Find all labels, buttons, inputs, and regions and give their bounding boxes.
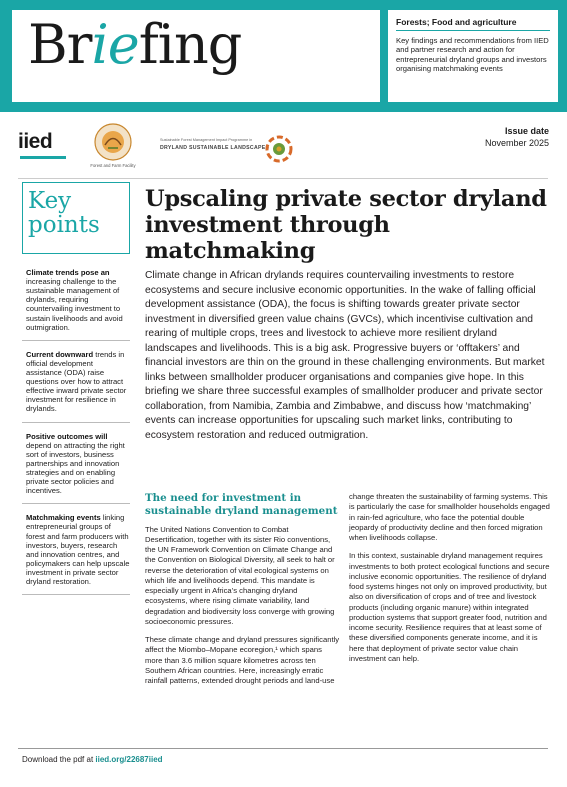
key-points-title-box xyxy=(22,182,130,254)
header-divider xyxy=(18,178,548,179)
iied-logo-underline xyxy=(20,156,66,159)
briefing-wordmark: Briefing xyxy=(28,13,242,76)
fff-logo-label: Forest and Farm Facility xyxy=(90,163,136,168)
footer xyxy=(22,755,163,764)
topic-box xyxy=(388,10,558,102)
body-paragraph: The United Nations Convention to Combat Desertification, together with its sister Rio conventions, the UN Framework Convention on Climate Change and the Convention on Biological Diversity, all seek to halt or reverse the deterioration of vital ecological systems on which life and livelihoods depend. This mandate is especially urgent in Africa’s changing dryland ecosystems, where rising climate variability, land degradation and biodiversity loss converge with growing socioeconomic pressures. xyxy=(145,524,335,626)
key-point-item: Climate trends pose an increasing challenge to the sustainable management of drylands, requiring countervailing investment to sustain livelihoods and avoid outmigration. xyxy=(22,264,130,341)
topic-divider xyxy=(396,30,550,31)
key-point-item: Matchmaking events linking entrepreneurial groups of forest and farm producers with investors, buyers, research and innovation centres, and policymakers can help upscale investment in private sector dryland restoration. xyxy=(22,509,130,595)
body-paragraph: change threaten the sustainability of farming systems. This is particularly the case for smallholder households engaged in rain-fed agriculture, who face the potential double jeopardy of productivity decline and then forced migration when livelihoods collapse. xyxy=(349,492,550,542)
key-point-item: Current downward trends in official development assistance (ODA) raise questions over how to attract effective inward private sector investment for resilience in drylands. xyxy=(22,346,130,423)
briefing-masthead xyxy=(12,10,380,102)
key-points-title: Key points xyxy=(28,188,100,239)
key-point-item: Positive outcomes will depend on attracting the right sort of investors, business partnerships and innovation strategies and on enabling private sector policies and incentives. xyxy=(22,428,130,505)
forest-farm-facility-logo xyxy=(88,120,138,170)
issue-date-label: Issue date xyxy=(504,126,549,136)
section-heading: The need for investment in sustainable dryland management xyxy=(145,492,338,517)
article-main xyxy=(145,186,551,443)
topic-title: Forests; Food and agriculture xyxy=(396,17,517,27)
dryland-logo-text: DRYLAND SUSTAINABLE LANDSCAPES xyxy=(160,145,270,151)
footer-divider xyxy=(18,748,548,749)
article-lede: Climate change in African drylands requires countervailing investments to restore ecosystems and secure inclusive economic opportunities. In the wake of falling official development assistance (ODA), the focus is shifting towards greater private sector investment in diversified green value chains (GVCs), which incentivise cultivation and rearing of multiple crops, trees and livestock to achieve more resilient dryland landscapes and livelihoods. This is a big ask. Progressive buyers or ‘offtakers’ and financial investors are thin on the ground in these challenging environments. But market links between smallholder producer organisations and companies give hope. In this briefing we share three successful examples of smallholder producer and private sector collaboration, from Namibia, Zambia and Zimbabwe, and discuss how ‘matchmaking’ events can increase opportunities for upscaling such market links, contributing to ecosystem restoration and reduced outmigration. xyxy=(145,270,545,441)
partner-logos xyxy=(18,116,378,178)
article-headline: Upscaling private sector dryland investment through matchmaking xyxy=(145,186,547,265)
dryland-emblem-icon xyxy=(264,134,294,164)
topic-description: Key findings and recommendations from IIED and partner research and action for entrepreneurial dryland groups and investors organising matchmaking events xyxy=(396,36,549,73)
body-paragraph: These climate change and dryland pressures significantly affect the Miombo–Mopane ecoregion,¹ which spans more than 3.6 million square kilometres across ten Southern African countries. Here, increasingly erratic rainfall patterns, extended drought periods and land-use xyxy=(145,635,340,686)
dryland-sustainable-landscapes-logo xyxy=(160,132,330,162)
body-column-left xyxy=(145,492,341,694)
footer-text: Download the pdf at xyxy=(22,755,96,764)
download-link[interactable]: iied.org/22687iied xyxy=(95,755,163,764)
dryland-logo-subtitle: Sustainable Forest Management Impact Programme in xyxy=(160,138,253,142)
iied-logo: iied xyxy=(18,130,53,153)
issue-date-block xyxy=(485,126,549,148)
issue-date-value: November 2025 xyxy=(484,138,549,148)
body-column-right xyxy=(349,492,550,672)
body-paragraph: In this context, sustainable dryland management requires investments to both protect ecological functions and secure inclusive economic opportunities. The resilience of dryland food systems hinges not only on improved productivity, but also on diversification of crops and of tree and livestock products (including organic manure) within integrated production systems that support greater food, nutrition and income security. Resilience requires that at least some of these diversified components generate income, and it is here that deployment of private sector value chain investment can help. xyxy=(349,551,550,663)
key-points-sidebar xyxy=(22,182,130,600)
